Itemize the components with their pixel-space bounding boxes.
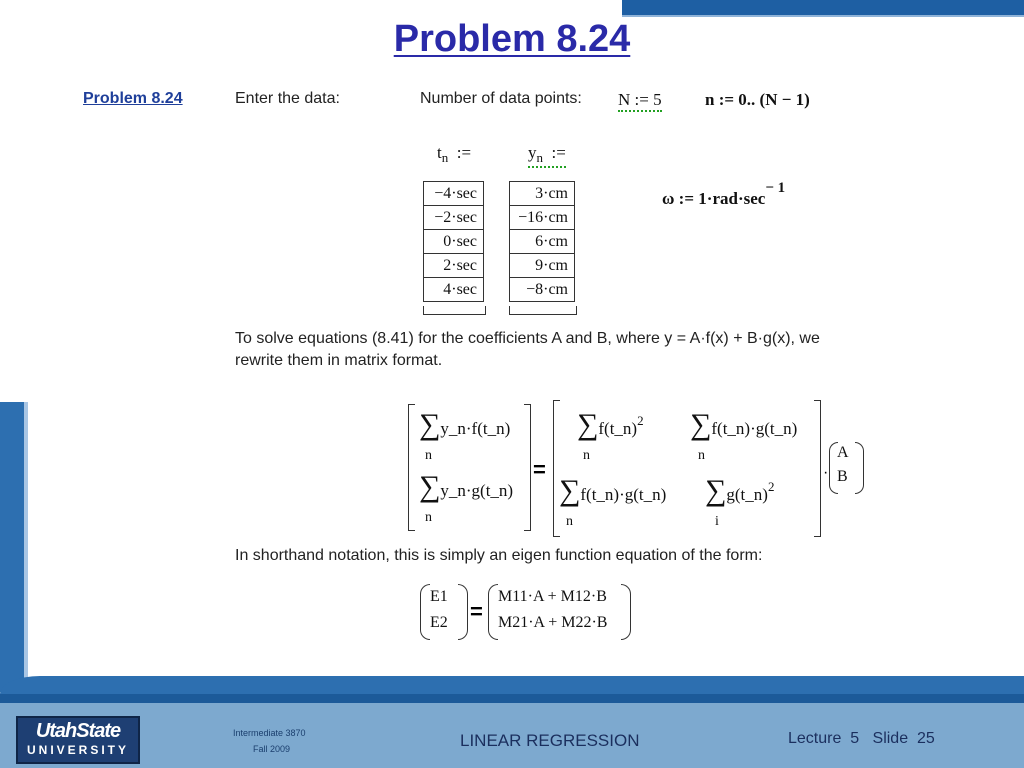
matrix-m22: ∑g(t_n)$^2$ bbox=[705, 474, 775, 507]
eigen-row2: M21·A + M22·B bbox=[498, 614, 608, 631]
vector-a: A bbox=[837, 444, 849, 461]
y-vector bbox=[509, 181, 575, 302]
sum-index: i bbox=[715, 514, 719, 529]
paragraph-eigen-intro: In shorthand notation, this is simply an eigen function equation of the form: bbox=[235, 547, 763, 564]
lecture-slide-label: Lecture 5 Slide 25 bbox=[788, 730, 935, 747]
table-row: 0·sec bbox=[424, 230, 484, 254]
sum-index: n bbox=[566, 514, 573, 529]
table-row: −2·sec bbox=[424, 206, 484, 230]
sum-index: n bbox=[583, 448, 590, 463]
dot-operator: · bbox=[823, 464, 829, 481]
vector-b: B bbox=[837, 468, 848, 485]
table-row: −8·cm bbox=[510, 278, 575, 302]
enter-data-label: Enter the data: bbox=[235, 90, 340, 107]
matrix-equation bbox=[405, 400, 875, 535]
eigen-equation bbox=[418, 582, 638, 642]
table-row: 4·sec bbox=[424, 278, 484, 302]
t-vector-header: $t_n$ := bbox=[437, 143, 472, 165]
equals-sign: = bbox=[470, 599, 483, 624]
left-accent-stripe bbox=[24, 402, 28, 692]
top-accent-bar bbox=[622, 0, 1024, 15]
lhs-row2: ∑y_n·g(t_n) bbox=[419, 470, 514, 503]
equals-sign: = bbox=[533, 457, 546, 482]
bottom-accent-band bbox=[0, 694, 1024, 703]
eigen-row1: M11·A + M12·B bbox=[498, 588, 607, 605]
problem-link[interactable]: Problem 8.24 bbox=[83, 90, 183, 107]
num-points-label: Number of data points: bbox=[420, 90, 582, 107]
table-row: 6·cm bbox=[510, 230, 575, 254]
sum-index: n bbox=[698, 448, 705, 463]
t-vector bbox=[423, 181, 484, 302]
bottom-accent-curve bbox=[0, 676, 1024, 696]
sum-index: n bbox=[425, 448, 432, 463]
omega-definition: ω := 1·rad·sec− 1 bbox=[662, 180, 786, 208]
matrix-m21: ∑f(t_n)·g(t_n) bbox=[559, 474, 667, 507]
y-vector-header: $y_n$ := bbox=[528, 143, 566, 168]
n-range-definition: n := 0.. (N − 1) bbox=[705, 90, 810, 109]
n-definition: N := 5 bbox=[618, 90, 662, 112]
left-accent-bar bbox=[0, 402, 24, 692]
paragraph-matrix-intro-line1: To solve equations (8.41) for the coefficients A and B, where y = A·f(x) + B·g(x), we bbox=[235, 330, 820, 347]
table-row: −16·cm bbox=[510, 206, 575, 230]
slide-title: Problem 8.24 bbox=[393, 18, 631, 60]
table-row: 2·sec bbox=[424, 254, 484, 278]
course-label: Intermediate 3870 bbox=[233, 728, 306, 738]
eigen-e1: E1 bbox=[430, 588, 448, 605]
utah-state-logo: UtahState UNIVERSITY bbox=[16, 716, 140, 764]
matrix-m12: ∑f(t_n)·g(t_n) bbox=[690, 408, 798, 441]
eigen-e2: E2 bbox=[430, 614, 448, 631]
topic-label: LINEAR REGRESSION bbox=[460, 731, 640, 750]
table-row: 9·cm bbox=[510, 254, 575, 278]
lhs-row1: ∑y_n·f(t_n) bbox=[419, 408, 511, 441]
paragraph-matrix-intro-line2: rewrite them in matrix format. bbox=[235, 352, 443, 369]
sum-index: n bbox=[425, 510, 432, 525]
top-accent-line bbox=[622, 15, 1024, 17]
matrix-m11: ∑f(t_n)$^2$ bbox=[577, 408, 644, 441]
term-label: Fall 2009 bbox=[253, 744, 291, 754]
table-row: −4·sec bbox=[424, 182, 484, 206]
table-row: 3·cm bbox=[510, 182, 575, 206]
